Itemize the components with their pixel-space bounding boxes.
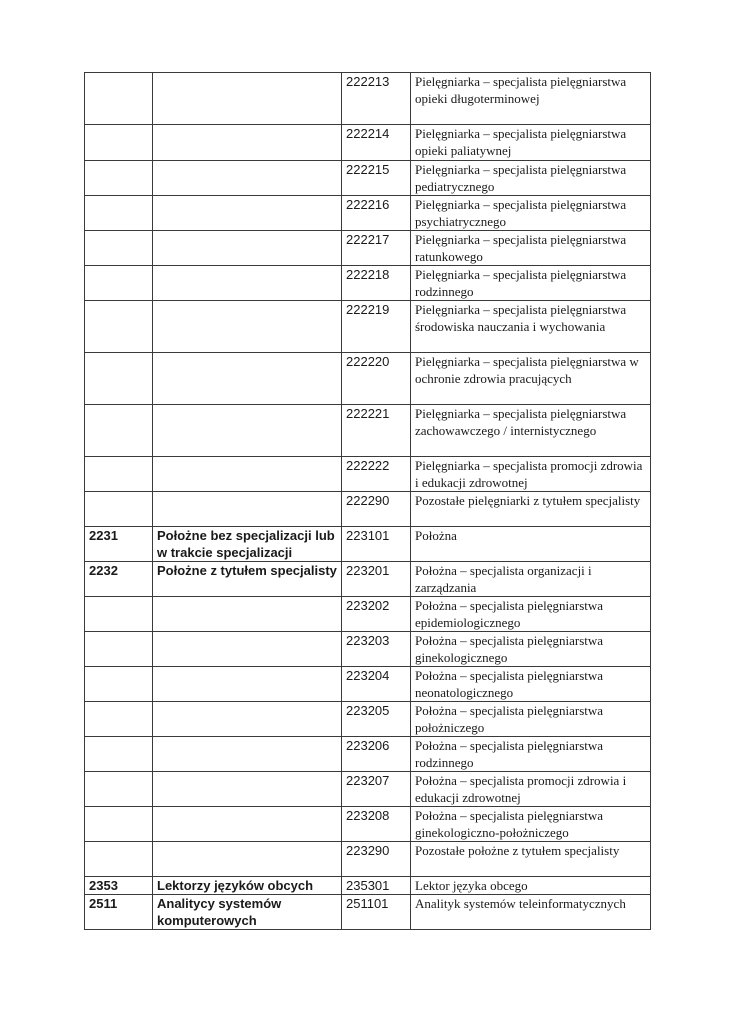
occupation-code-cell: 222218 [342,266,411,301]
occupation-name-cell: Położna – specjalista pielęgniarstwa ginekologicznego [411,632,651,667]
occupation-codes-table [84,72,651,930]
group-name-cell [153,231,342,266]
occupation-name-cell: Lektor języka obcego [411,877,651,895]
group-code-cell [85,301,153,353]
occupation-name-cell: Pielęgniarka – specjalista promocji zdrowia i edukacji zdrowotnej [411,457,651,492]
group-name-cell [153,842,342,877]
group-code-cell [85,457,153,492]
group-name-cell [153,807,342,842]
occupation-code-cell: 222216 [342,196,411,231]
table-row [85,842,651,877]
occupation-code-cell: 222290 [342,492,411,527]
occupation-name-cell: Położna [411,527,651,562]
group-code-cell [85,492,153,527]
occupation-name-cell: Pielęgniarka – specjalista pielęgniarstwa psychiatrycznego [411,196,651,231]
occupation-code-cell: 222217 [342,231,411,266]
table-row [85,457,651,492]
table-row [85,405,651,457]
group-code-cell [85,161,153,196]
group-code-cell [85,405,153,457]
group-name-cell [153,702,342,737]
occupation-code-cell: 223201 [342,562,411,597]
table-row [85,772,651,807]
occupation-name-cell: Pielęgniarka – specjalista pielęgniarstwa opieki długoterminowej [411,73,651,125]
occupation-code-cell: 223207 [342,772,411,807]
occupation-name-cell: Położna – specjalista pielęgniarstwa rodzinnego [411,737,651,772]
occupation-code-cell: 223101 [342,527,411,562]
table-row [85,702,651,737]
occupation-name-cell: Pozostałe pielęgniarki z tytułem specjalisty [411,492,651,527]
occupation-name-cell: Położna – specjalista pielęgniarstwa neonatologicznego [411,667,651,702]
occupation-code-cell: 223204 [342,667,411,702]
occupation-code-cell: 222214 [342,125,411,161]
group-code-cell [85,125,153,161]
group-code-cell [85,632,153,667]
table-row [85,877,651,895]
group-code-cell: 2231 [85,527,153,562]
occupation-code-cell: 222222 [342,457,411,492]
group-name-cell [153,667,342,702]
occupation-name-cell: Pielęgniarka – specjalista pielęgniarstwa rodzinnego [411,266,651,301]
group-name-cell [153,353,342,405]
occupation-name-cell: Pielęgniarka – specjalista pielęgniarstwa środowiska nauczania i wychowania [411,301,651,353]
group-code-cell [85,231,153,266]
occupation-name-cell: Położna – specjalista organizacji i zarządzania [411,562,651,597]
group-code-cell [85,266,153,301]
group-code-cell [85,597,153,632]
group-name-cell [153,405,342,457]
occupation-name-cell: Położna – specjalista pielęgniarstwa epidemiologicznego [411,597,651,632]
occupation-code-cell: 222220 [342,353,411,405]
table-row [85,125,651,161]
group-name-cell [153,597,342,632]
occupation-name-cell: Pielęgniarka – specjalista pielęgniarstwa w ochronie zdrowia pracujących [411,353,651,405]
group-name-cell [153,301,342,353]
group-code-cell [85,842,153,877]
table-row [85,353,651,405]
group-code-cell [85,702,153,737]
occupation-code-cell: 222215 [342,161,411,196]
group-name-cell: Lektorzy języków obcych [153,877,342,895]
occupation-name-cell: Pielęgniarka – specjalista pielęgniarstwa opieki paliatywnej [411,125,651,161]
table-row [85,266,651,301]
group-code-cell [85,353,153,405]
group-name-cell: Położne z tytułem specjalisty [153,562,342,597]
group-name-cell: Analitycy systemów komputerowych [153,895,342,930]
occupation-code-cell: 223206 [342,737,411,772]
group-name-cell [153,457,342,492]
group-name-cell: Położne bez specjalizacji lub w trakcie specjalizacji [153,527,342,562]
group-code-cell [85,73,153,125]
table-row [85,737,651,772]
occupation-code-cell: 223203 [342,632,411,667]
table-row [85,492,651,527]
group-name-cell [153,492,342,527]
occupation-name-cell: Pielęgniarka – specjalista pielęgniarstwa pediatrycznego [411,161,651,196]
table-row [85,562,651,597]
occupation-code-cell: 223290 [342,842,411,877]
group-code-cell [85,807,153,842]
group-code-cell [85,196,153,231]
group-code-cell: 2353 [85,877,153,895]
group-name-cell [153,73,342,125]
occupation-code-cell: 222213 [342,73,411,125]
occupation-code-cell: 222221 [342,405,411,457]
table-row [85,527,651,562]
occupation-name-cell: Analityk systemów teleinformatycznych [411,895,651,930]
occupation-code-cell: 223205 [342,702,411,737]
group-code-cell [85,737,153,772]
group-code-cell: 2511 [85,895,153,930]
occupation-name-cell: Położna – specjalista pielęgniarstwa położniczego [411,702,651,737]
group-code-cell: 2232 [85,562,153,597]
occupation-code-cell: 222219 [342,301,411,353]
table-row [85,161,651,196]
occupation-name-cell: Położna – specjalista promocji zdrowia i edukacji zdrowotnej [411,772,651,807]
occupation-name-cell: Pozostałe położne z tytułem specjalisty [411,842,651,877]
group-name-cell [153,737,342,772]
group-code-cell [85,772,153,807]
occupation-code-cell: 235301 [342,877,411,895]
table-row [85,597,651,632]
occupation-name-cell: Położna – specjalista pielęgniarstwa ginekologiczno-położniczego [411,807,651,842]
group-name-cell [153,125,342,161]
occupation-name-cell: Pielęgniarka – specjalista pielęgniarstwa zachowawczego / internistycznego [411,405,651,457]
group-name-cell [153,772,342,807]
table-row [85,301,651,353]
table-row [85,196,651,231]
table-row [85,231,651,266]
group-name-cell [153,266,342,301]
table-row [85,807,651,842]
occupation-code-cell: 223202 [342,597,411,632]
group-code-cell [85,667,153,702]
table-row [85,895,651,930]
group-name-cell [153,161,342,196]
occupation-code-cell: 223208 [342,807,411,842]
group-name-cell [153,196,342,231]
group-name-cell [153,632,342,667]
table-row [85,73,651,125]
occupation-name-cell: Pielęgniarka – specjalista pielęgniarstwa ratunkowego [411,231,651,266]
occupation-code-cell: 251101 [342,895,411,930]
table-row [85,667,651,702]
table-row [85,632,651,667]
